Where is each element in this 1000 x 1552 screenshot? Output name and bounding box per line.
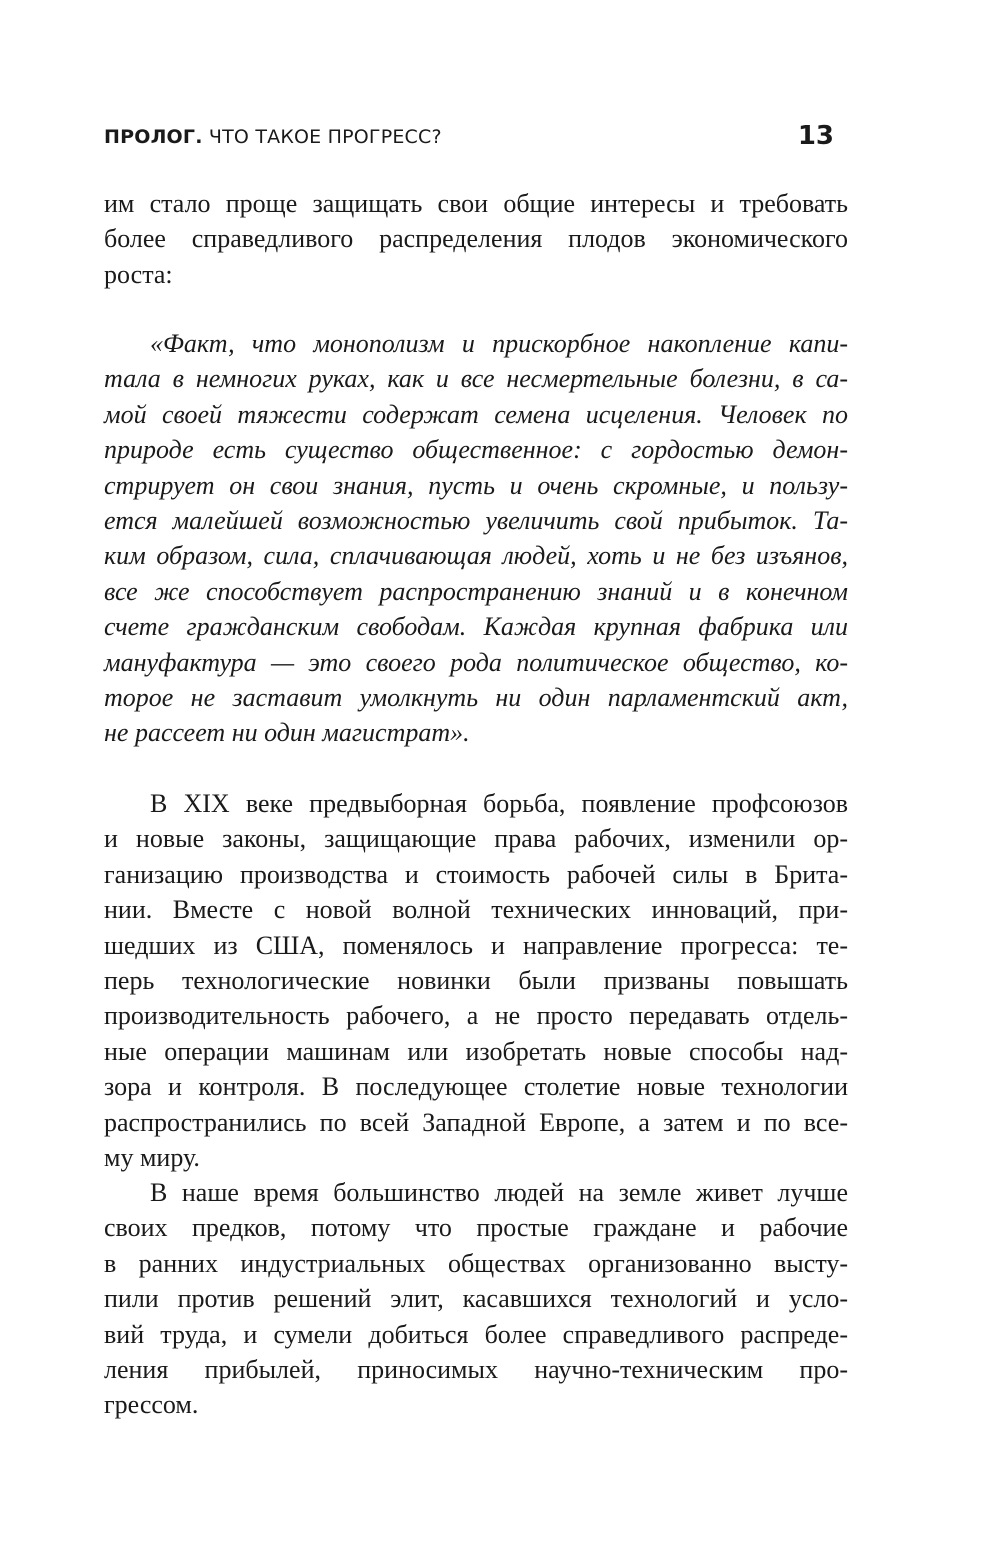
text-line: распространились по всей Западной Европе, а затем и по все- [104, 1107, 848, 1137]
quote-line: ким образом, сила, сплачивающая людей, хоть и не без изъянов, [104, 541, 848, 571]
text-line: зора и контроля. В последующее столетие новые технологии [104, 1072, 848, 1102]
quote-line: мануфактура — это своего рода политическое общество, ко- [104, 647, 848, 677]
quote-line: торое не заставит умолкнуть ни один парламентский акт, [104, 682, 848, 712]
quote-line: тала в немногих руках, как и все несмертельные болезни, в са- [104, 364, 848, 394]
text-line: ганизацию производства и стоимость рабочей силы в Брита- [104, 859, 848, 889]
chapter-label: ПРОЛОГ. [104, 126, 203, 148]
running-head-title [104, 122, 442, 152]
paragraph-continuation [104, 186, 848, 292]
block-quote [104, 326, 848, 751]
paragraph [104, 1175, 848, 1423]
quote-line: счете гражданским свободам. Каждая крупная фабрика или [104, 612, 848, 642]
text-line: В XIX веке предвыборная борьба, появление профсоюзов [150, 789, 848, 818]
quote-line: все же способствует распространению знаний и в конечном [104, 576, 848, 606]
text-line: В наше время большинство людей на земле живет лучше [150, 1178, 848, 1207]
quote-line: не рассеет ни один магистрат». [104, 718, 470, 748]
text-line: вий труда, и сумели добиться более справедливого распреде- [104, 1319, 848, 1349]
text-line: нии. Вместе с новой волной технических инноваций, при- [104, 895, 848, 925]
text-line: более справедливого распределения плодов экономического [104, 224, 848, 254]
quote-line: стрирует он свои знания, пусть и очень скромные, и пользу- [104, 470, 848, 500]
quote-line: ется малейшей возможностью увеличить свой прибыток. Та- [104, 505, 848, 535]
page-number: 13 [797, 121, 834, 151]
text-line: грессом. [104, 1390, 199, 1420]
text-line: ления прибылей, приносимых научно-техническим про- [104, 1354, 848, 1384]
text-line: пили против решений элит, касавшихся технологий и усло- [104, 1284, 848, 1314]
text-line: в ранних индустриальных обществах организованно высту- [104, 1248, 848, 1278]
text-line: и новые законы, защищающие права рабочих, изменили ор- [104, 824, 848, 854]
text-line: му миру. [104, 1142, 200, 1172]
text-line: им стало проще защищать свои общие интересы и требовать [104, 189, 848, 218]
chapter-title: ЧТО ТАКОЕ ПРОГРЕСС? [208, 126, 442, 148]
quote-line: мой своей тяжести содержат семена исцеления. Человек по [104, 399, 848, 429]
text-line: производительность рабочего, а не просто передавать отдель- [104, 1001, 848, 1031]
paragraph [104, 786, 848, 1175]
quote-line: «Факт, что монополизм и прискорбное накопление капи- [150, 329, 848, 358]
quote-line: природе есть существо общественное: с гордостью демон- [104, 435, 848, 465]
text-line: ные операции машинам или изобретать новые способы над- [104, 1036, 848, 1066]
text-line: роста: [104, 259, 173, 289]
text-line: своих предков, потому что простые граждане и рабочие [104, 1213, 848, 1243]
text-line: шедших из США, поменялось и направление прогресса: те- [104, 930, 848, 960]
running-head [104, 122, 834, 152]
text-line: перь технологические новинки были призваны повышать [104, 965, 848, 995]
